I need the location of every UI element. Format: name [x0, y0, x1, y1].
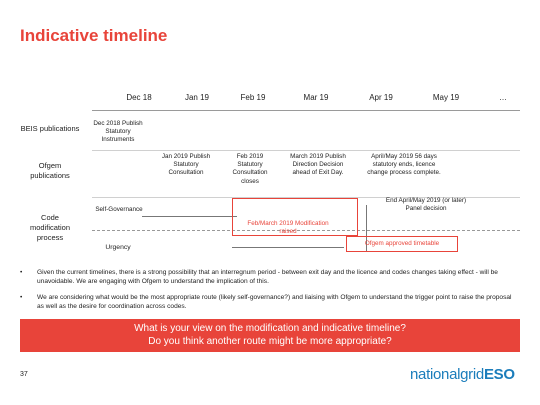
national-grid-eso-logo	[410, 366, 515, 383]
row-label-beis: BEIS publications	[20, 124, 80, 133]
row-label-code: Code modification process	[29, 213, 71, 242]
beis-dec-2018-cell: Dec 2018 Publish Statutory Instruments	[93, 120, 143, 144]
ofgem-feb-2019-cell: Feb 2019 Statutory Consultation closes	[232, 153, 268, 185]
bullet-list	[20, 268, 520, 318]
self-governance-label: Self-Governance	[95, 206, 143, 213]
bullet-marker: •	[20, 294, 23, 301]
bullet-text: Given the current timelines, there is a strong possibility that an interregnum period - between exit day and the licence and codes changes taking effect - will be unavoidable. We are engaging with Ofgem to understand the implication of this.	[37, 269, 498, 285]
bullet-marker: •	[20, 269, 23, 276]
bullet-item	[20, 293, 520, 311]
urgency-label: Urgency	[105, 244, 131, 251]
self-governance-timeline	[142, 216, 237, 217]
panel-decision-cell: End April/May 2019 (or later) Panel decision	[385, 197, 467, 213]
question-line-2: Do you think another route might be more appropriate?	[148, 336, 392, 347]
ofgem-jan-2019-cell: Jan 2019 Publish Statutory Consultation	[161, 153, 211, 177]
logo-national-grid: nationalgrid	[410, 366, 484, 383]
row-label-ofgem: Ofgem publications	[30, 161, 70, 180]
ofgem-apr-may-2019-cell: April/May 2019 56 days statutory ends, licence change process complete.	[367, 153, 441, 177]
ofgem-mar-2019-cell: March 2019 Publish Direction Decision ahead of Exit Day.	[290, 153, 346, 177]
column-header-apr-19: Apr 19	[369, 93, 393, 102]
column-header-feb-19: Feb 19	[240, 93, 266, 102]
column-header-ellipsis: …	[499, 93, 507, 102]
modification-raised-text: Feb/March 2019 Modification raised	[247, 220, 329, 236]
page-title: Indicative timeline	[20, 26, 168, 45]
column-header-jan-19: Jan 19	[184, 93, 210, 102]
bullet-item	[20, 268, 520, 286]
ofgem-timetable-text: Ofgem approved timetable	[364, 240, 440, 247]
column-header-may-19: May 19	[432, 93, 460, 102]
column-header-dec-18: Dec 18	[126, 93, 152, 102]
page-number: 37	[20, 371, 28, 378]
question-banner	[20, 319, 520, 352]
urgency-timeline	[232, 247, 344, 248]
logo-eso: ESO	[483, 366, 515, 383]
row-divider	[92, 150, 520, 151]
header-divider	[92, 110, 520, 111]
column-header-mar-19: Mar 19	[303, 93, 329, 102]
question-line-1: What is your view on the modification and indicative timeline?	[134, 323, 406, 334]
bullet-text: We are considering what would be the most appropriate route (likely self-governance?) and liaising with Ofgem to understand the trigger point to raise the proposal as well as the desire for coordination across codes.	[37, 294, 512, 310]
